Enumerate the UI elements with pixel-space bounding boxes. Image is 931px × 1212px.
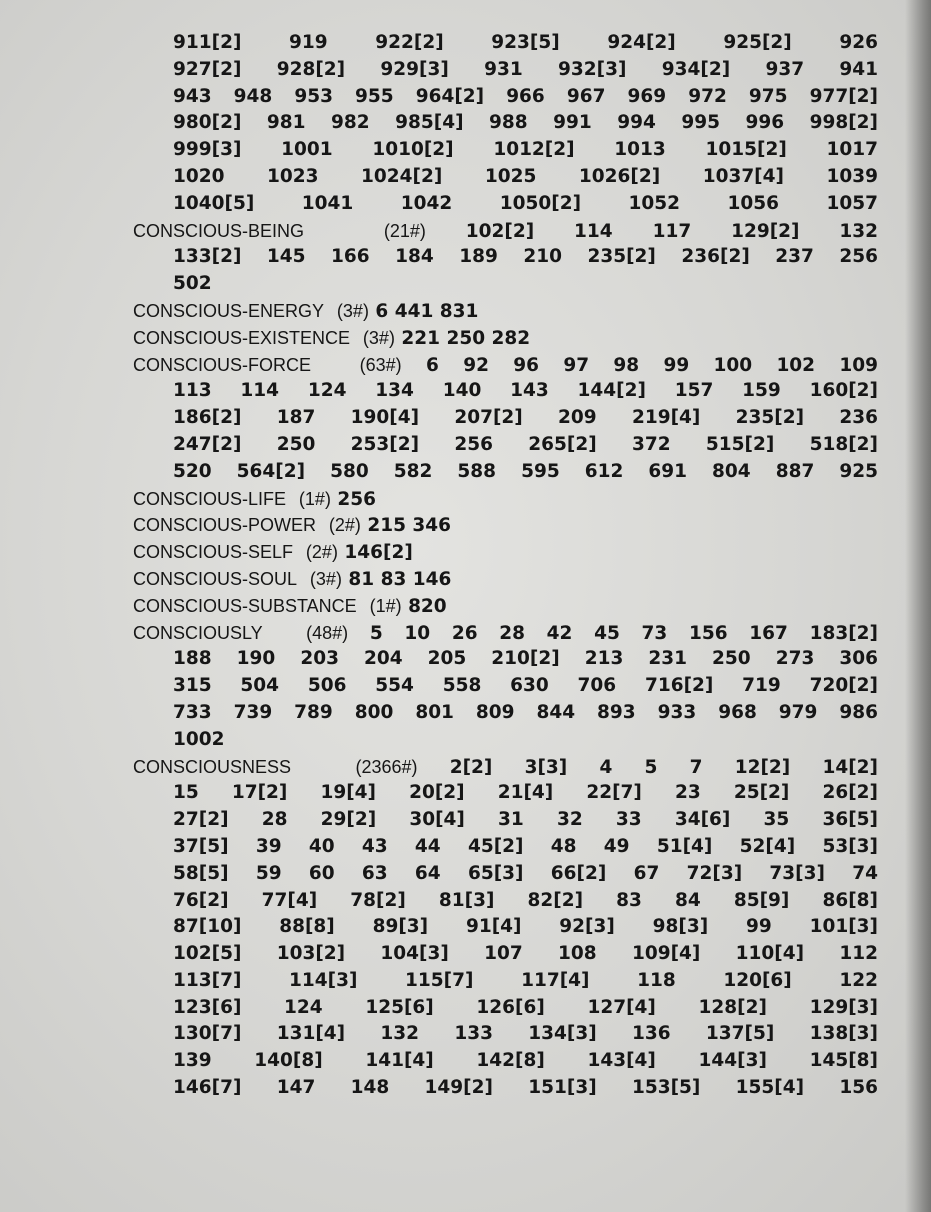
index-entry [133,593,878,620]
entry-page-refs-line: 1002 [173,728,225,750]
entry-page-refs: 5 10 26 28 42 45 73 156 167 183[2] [369,622,878,644]
entry-page-refs: 2[2] 3[3] 4 5 7 12[2] 14[2] [449,756,878,778]
index-entry [133,298,878,325]
entry-heading-line [133,754,878,781]
entry-page-refs: 6 92 96 97 98 99 100 102 109 [426,354,878,376]
entry-page-refs-line: 733 739 789 800 801 809 844 893 933 968 979 986 [173,701,878,723]
entry-count: (1#) [298,488,331,509]
entry-page-refs-line: 980[2] 981 982 985[4] 988 991 994 995 996 998[2] [173,112,878,134]
entry-heading-line [133,298,878,325]
entry-count: (63#) [359,354,402,375]
entry-page-refs-line: 1020 1023 1024[2] 1025 1026[2] 1037[4] 1039 [173,165,878,187]
entry-page-refs-line: 37[5] 39 40 43 44 45[2] 48 49 51[4] 52[4] 53[3] [173,835,878,857]
entry-page-refs-line: 113[7] 114[3] 115[7] 117[4] 118 120[6] 122 [173,969,878,991]
entry-term: CONSCIOUS-EXISTENCE [133,327,351,348]
entry-term: CONSCIOUS-SOUL [133,568,298,589]
entry-page-refs-line: 113 114 124 134 140 143 144[2] 157 159 160[2] [173,380,878,402]
index-entry [133,218,878,298]
entry-heading-line [133,352,878,379]
entry-heading-line [133,512,878,539]
entry-page-refs-line: 315 504 506 554 558 630 706 716[2] 719 720[2] [173,675,878,697]
entry-page-refs-line: 186[2] 187 190[4] 207[2] 209 219[4] 235[2] 236 [173,407,878,429]
index-entry [133,512,878,539]
entry-term: CONSCIOUS-SUBSTANCE [133,595,357,616]
entry-page-refs-line: 130[7] 131[4] 132 133 134[3] 136 137[5] 138[3] [173,1023,878,1045]
entry-heading-line [133,325,878,352]
index-entry [133,352,878,486]
entry-page-refs-line: 943 948 953 955 964[2] 966 967 969 972 975 977[2] [173,85,878,107]
entry-page-refs-line: 58[5] 59 60 63 64 65[3] 66[2] 67 72[3] 73[3] 74 [173,862,878,884]
entry-page-refs-line: 27[2] 28 29[2] 30[4] 31 32 33 34[6] 35 36[5] [173,809,878,831]
entry-page-refs-line: 247[2] 250 253[2] 256 265[2] 372 515[2] 518[2] [173,433,878,455]
index-page [133,30,878,1102]
index-entry [133,539,878,566]
index-entry [133,566,878,593]
entry-term: CONSCIOUS-POWER [133,515,317,536]
entry-count: (2#) [305,542,338,563]
entry-page-refs-line: 146[7] 147 148 149[2] 151[3] 153[5] 155[4] 156 [173,1077,878,1099]
entry-page-refs-line: 133[2] 145 166 184 189 210 235[2] 236[2] 237 256 [173,246,878,268]
entry-page-refs-line: 15 17[2] 19[4] 20[2] 21[4] 22[7] 23 25[2] 26[2] [173,782,878,804]
entry-page-refs-line: 927[2] 928[2] 929[3] 931 932[3] 934[2] 937 941 [173,58,878,80]
entry-count: (2366#) [355,756,418,777]
entry-term: CONSCIOUS-BEING [133,220,305,241]
entry-page-refs: 102[2] 114 117 129[2] 132 [465,220,878,242]
entry-page-refs: 146[2] [344,542,413,564]
entry-heading-line [133,486,878,513]
entry-page-refs: 6 441 831 [375,300,479,322]
entry-heading-line [133,620,878,647]
entry-page-refs: 215 346 [367,515,452,537]
entry-page-refs: 81 83 146 [348,568,452,590]
entry-count: (3#) [336,300,369,321]
entry-term: CONSCIOUSNESS [133,756,292,777]
entry-page-refs-line: 188 190 203 204 205 210[2] 213 231 250 273 306 [173,648,878,670]
index-entry [133,325,878,352]
entry-page-refs-line: 520 564[2] 580 582 588 595 612 691 804 887 925 [173,460,878,482]
entry-page-refs: 256 [337,488,377,510]
entry-heading-line [133,593,878,620]
entry-count: (2#) [328,515,361,536]
entry-heading-line [133,539,878,566]
entry-count: (3#) [362,327,395,348]
index-entry-continued [133,30,878,218]
entry-page-refs-line: 123[6] 124 125[6] 126[6] 127[4] 128[2] 129[3] [173,996,878,1018]
entry-page-refs-line: 999[3] 1001 1010[2] 1012[2] 1013 1015[2] 1017 [173,139,878,161]
entry-page-refs-line: 76[2] 77[4] 78[2] 81[3] 82[2] 83 84 85[9] 86[8] [173,889,878,911]
index-entry [133,620,878,754]
entry-count: (3#) [309,568,342,589]
entry-term: CONSCIOUS-SELF [133,542,294,563]
entry-count: (48#) [306,622,349,643]
entry-page-refs: 820 [408,595,447,617]
entry-heading-line [133,218,878,245]
entry-page-refs-line: 1040[5] 1041 1042 1050[2] 1052 1056 1057 [173,192,878,214]
index-entry [133,754,878,1102]
entry-count: (1#) [369,595,402,616]
entry-term: CONSCIOUS-LIFE [133,488,287,509]
entry-term: CONSCIOUSLY [133,622,263,643]
entry-term: CONSCIOUS-ENERGY [133,300,325,321]
entry-page-refs-line: 139 140[8] 141[4] 142[8] 143[4] 144[3] 145[8] [173,1050,878,1072]
entry-page-refs-line: 87[10] 88[8] 89[3] 91[4] 92[3] 98[3] 99 101[3] [173,916,878,938]
entry-heading-line [133,566,878,593]
entry-page-refs-line: 502 [173,273,212,295]
entry-page-refs-line: 102[5] 103[2] 104[3] 107 108 109[4] 110[4] 112 [173,943,878,965]
page-edge-shadow [905,0,931,1212]
index-entry [133,486,878,513]
entry-page-refs: 221 250 282 [401,327,531,349]
entry-term: CONSCIOUS-FORCE [133,354,312,375]
entry-page-refs-line: 911[2] 919 922[2] 923[5] 924[2] 925[2] 926 [173,32,878,53]
entry-count: (21#) [383,220,426,241]
